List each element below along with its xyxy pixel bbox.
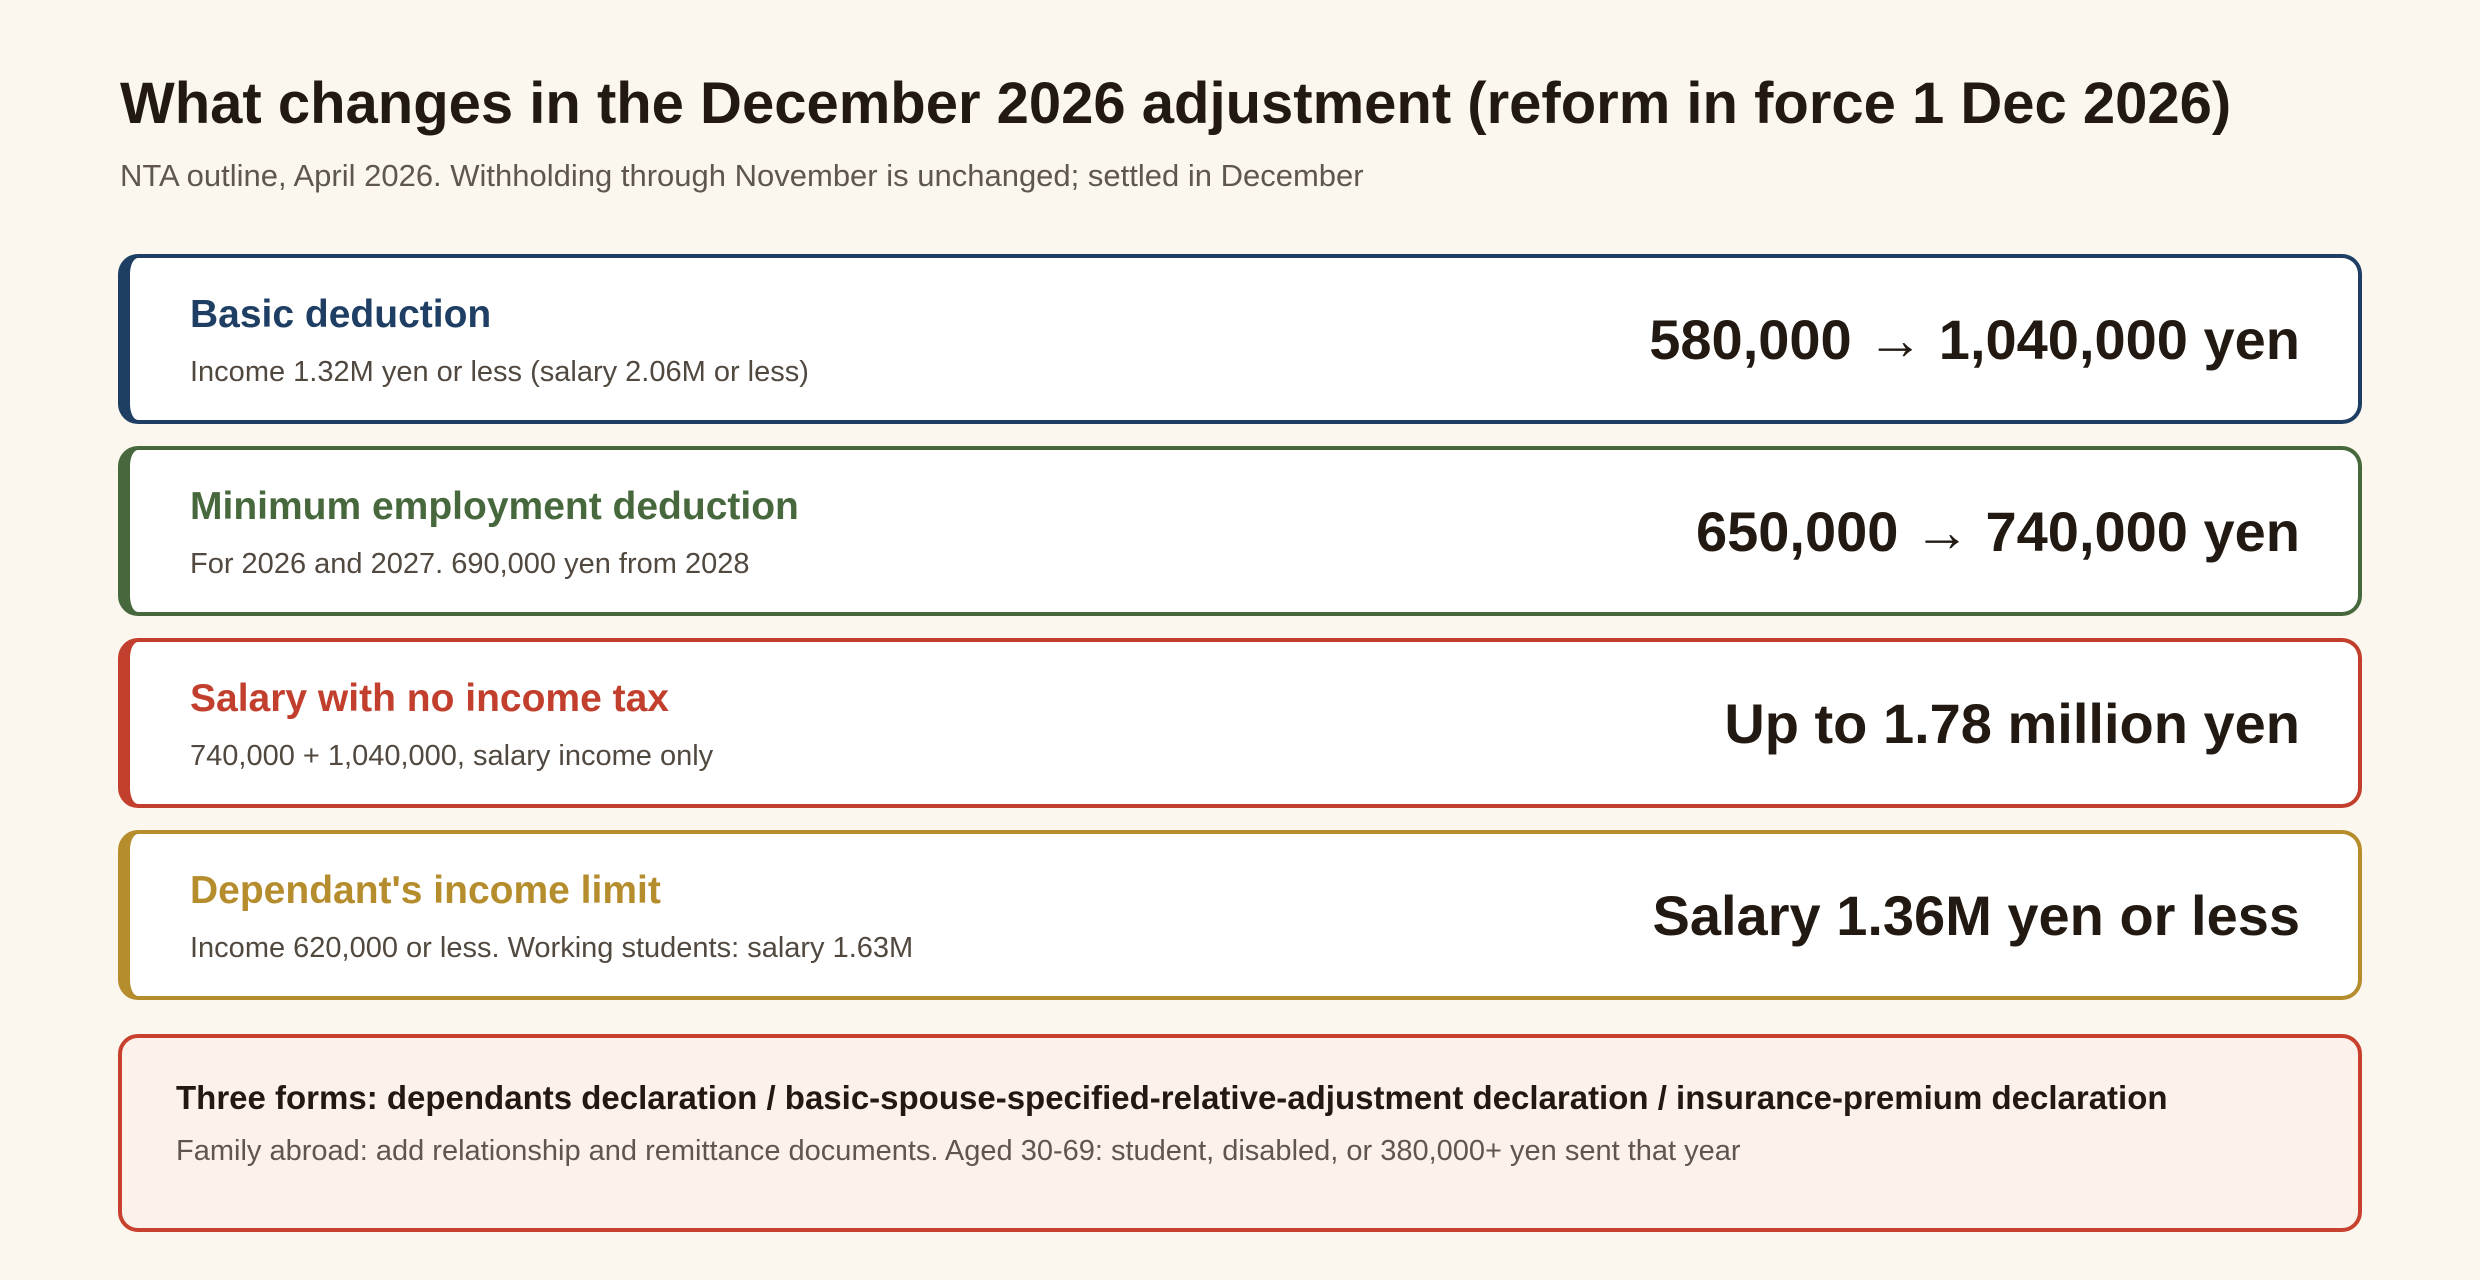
card-label: Minimum employment deduction bbox=[190, 485, 799, 528]
card-label: Salary with no income tax bbox=[190, 677, 669, 720]
page-title: What changes in the December 2026 adjustment (reform in force 1 Dec 2026) bbox=[120, 71, 2232, 136]
card-label: Dependant's income limit bbox=[190, 869, 661, 912]
card-minimum-employment-deduction bbox=[118, 446, 2362, 616]
card-value: 650,000 → 740,000 yen bbox=[1695, 500, 2300, 563]
card-note: Income 620,000 or less. Working students: salary 1.63M bbox=[190, 932, 914, 964]
page bbox=[118, 0, 2362, 1280]
card-basic-deduction bbox=[118, 254, 2362, 424]
card-label: Basic deduction bbox=[190, 293, 492, 336]
card-salary-no-income-tax bbox=[118, 638, 2362, 808]
card-note: For 2026 and 2027. 690,000 yen from 2028 bbox=[190, 548, 750, 580]
forms-heading: Three forms: dependants declaration / basic-spouse-specified-relative-adjustment declaration / insurance-premium declaration bbox=[176, 1079, 2168, 1116]
card-value: 580,000 → 1,040,000 yen bbox=[1649, 308, 2300, 371]
forms-callout bbox=[118, 1034, 2362, 1232]
card-value: Salary 1.36M yen or less bbox=[1652, 884, 2300, 947]
page-subtitle: NTA outline, April 2026. Withholding through November is unchanged; settled in December bbox=[120, 158, 1364, 193]
card-note: 740,000 + 1,040,000, salary income only bbox=[190, 740, 714, 772]
card-dependant-income-limit bbox=[118, 830, 2362, 1000]
card-value: Up to 1.78 million yen bbox=[1724, 692, 2300, 755]
card-note: Income 1.32M yen or less (salary 2.06M or less) bbox=[190, 356, 809, 388]
forms-note: Family abroad: add relationship and remittance documents. Aged 30-69: student, disabled, or 380,000+ yen sent that year bbox=[176, 1135, 1741, 1167]
